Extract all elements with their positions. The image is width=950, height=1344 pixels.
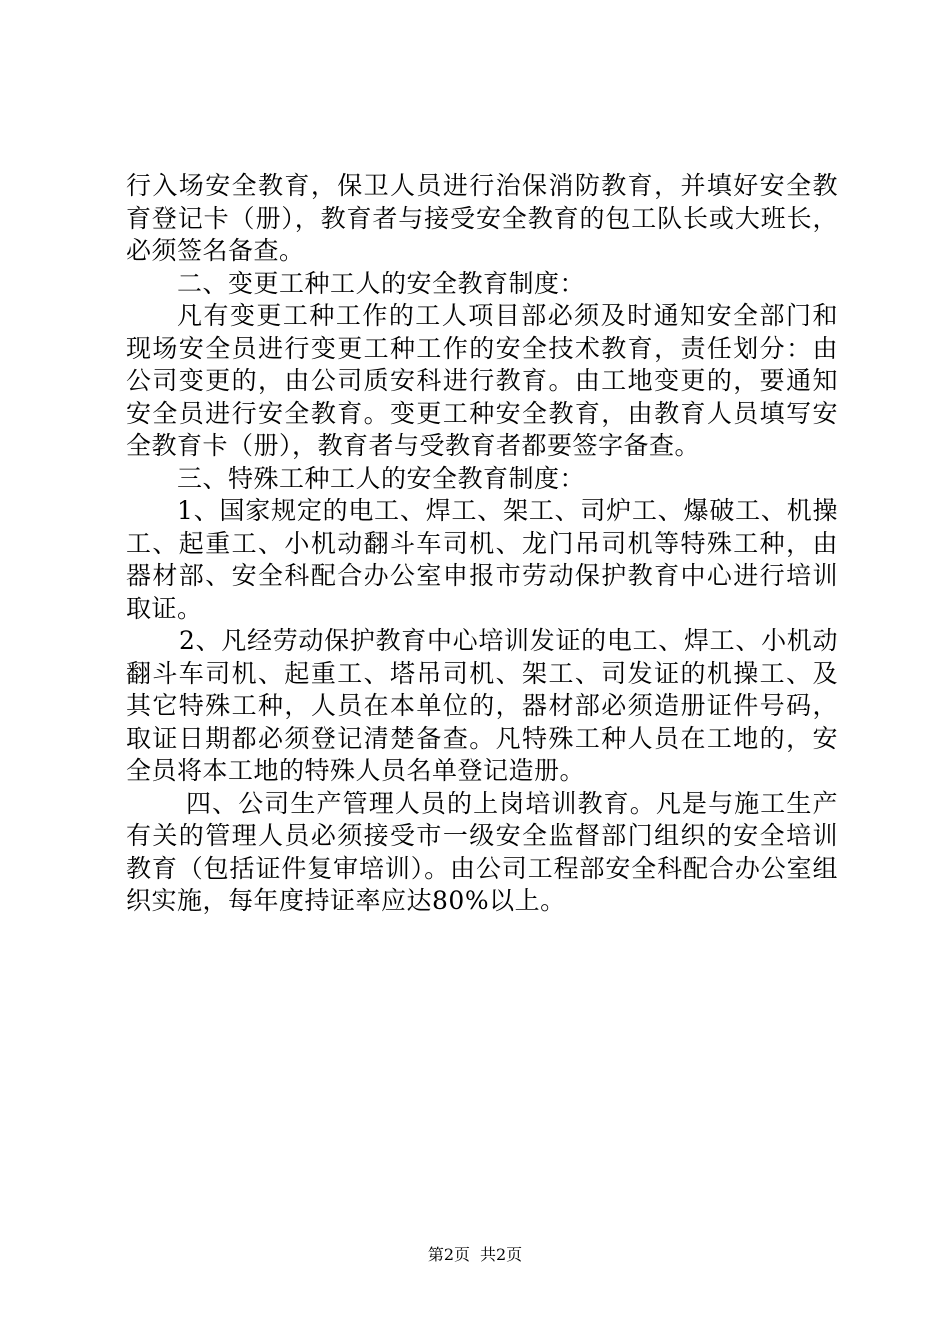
page-number-current: 第2页: [427, 1245, 470, 1264]
section-heading-3: 三、特殊工种工人的安全教育制度：: [177, 463, 586, 493]
paragraph-continuation: 行入场安全教育，保卫人员进行治保消防教育，并填好安全教育登记卡（册），教育者与接受安全教育的包工队长或大班长，必须签名备查。: [126, 171, 838, 265]
page-footer: [0, 1244, 950, 1266]
page-number-total: 共2页: [480, 1245, 523, 1264]
paragraph-job-change: 凡有变更工种工作的工人项目部必须及时通知安全部门和现场安全员进行变更工种工作的安全技术教育，责任划分：由公司变更的，由公司质安科进行教育。由工地变更的，要通知安全员进行安全教育。变更工种安全教育，由教育人员填写安全教育卡（册），教育者与受教育者都要签字备查。: [126, 301, 838, 460]
paragraph-special-1: 1、国家规定的电工、焊工、架工、司炉工、爆破工、机操工、起重工、小机动翻斗车司机、龙门吊司机等特殊工种，由器材部、安全科配合办公室申报市劳动保护教育中心进行培训取证。: [126, 496, 838, 623]
paragraph-special-2: 2、凡经劳动保护教育中心培训发证的电工、焊工、小机动翻斗车司机、起重工、塔吊司机、架工、司发证的机操工、及其它特殊工种，人员在本单位的，器材部必须造册证件号码，取证日期都必须登记清楚备查。凡特殊工种人员在工地的，安全员将本工地的特殊人员名单登记造册。: [126, 626, 838, 785]
section-heading-4: 四、公司生产管理人员的上岗培训教育。凡是与施工生产有关的管理人员必须接受市一级安全监督部门组织的安全培训教育（包括证件复审培训）。由公司工程部安全科配合办公室组织实施，每年度持证率应达80%以上。: [126, 788, 838, 915]
document-body: [126, 170, 838, 918]
section-heading-2: 二、变更工种工人的安全教育制度：: [177, 268, 586, 298]
